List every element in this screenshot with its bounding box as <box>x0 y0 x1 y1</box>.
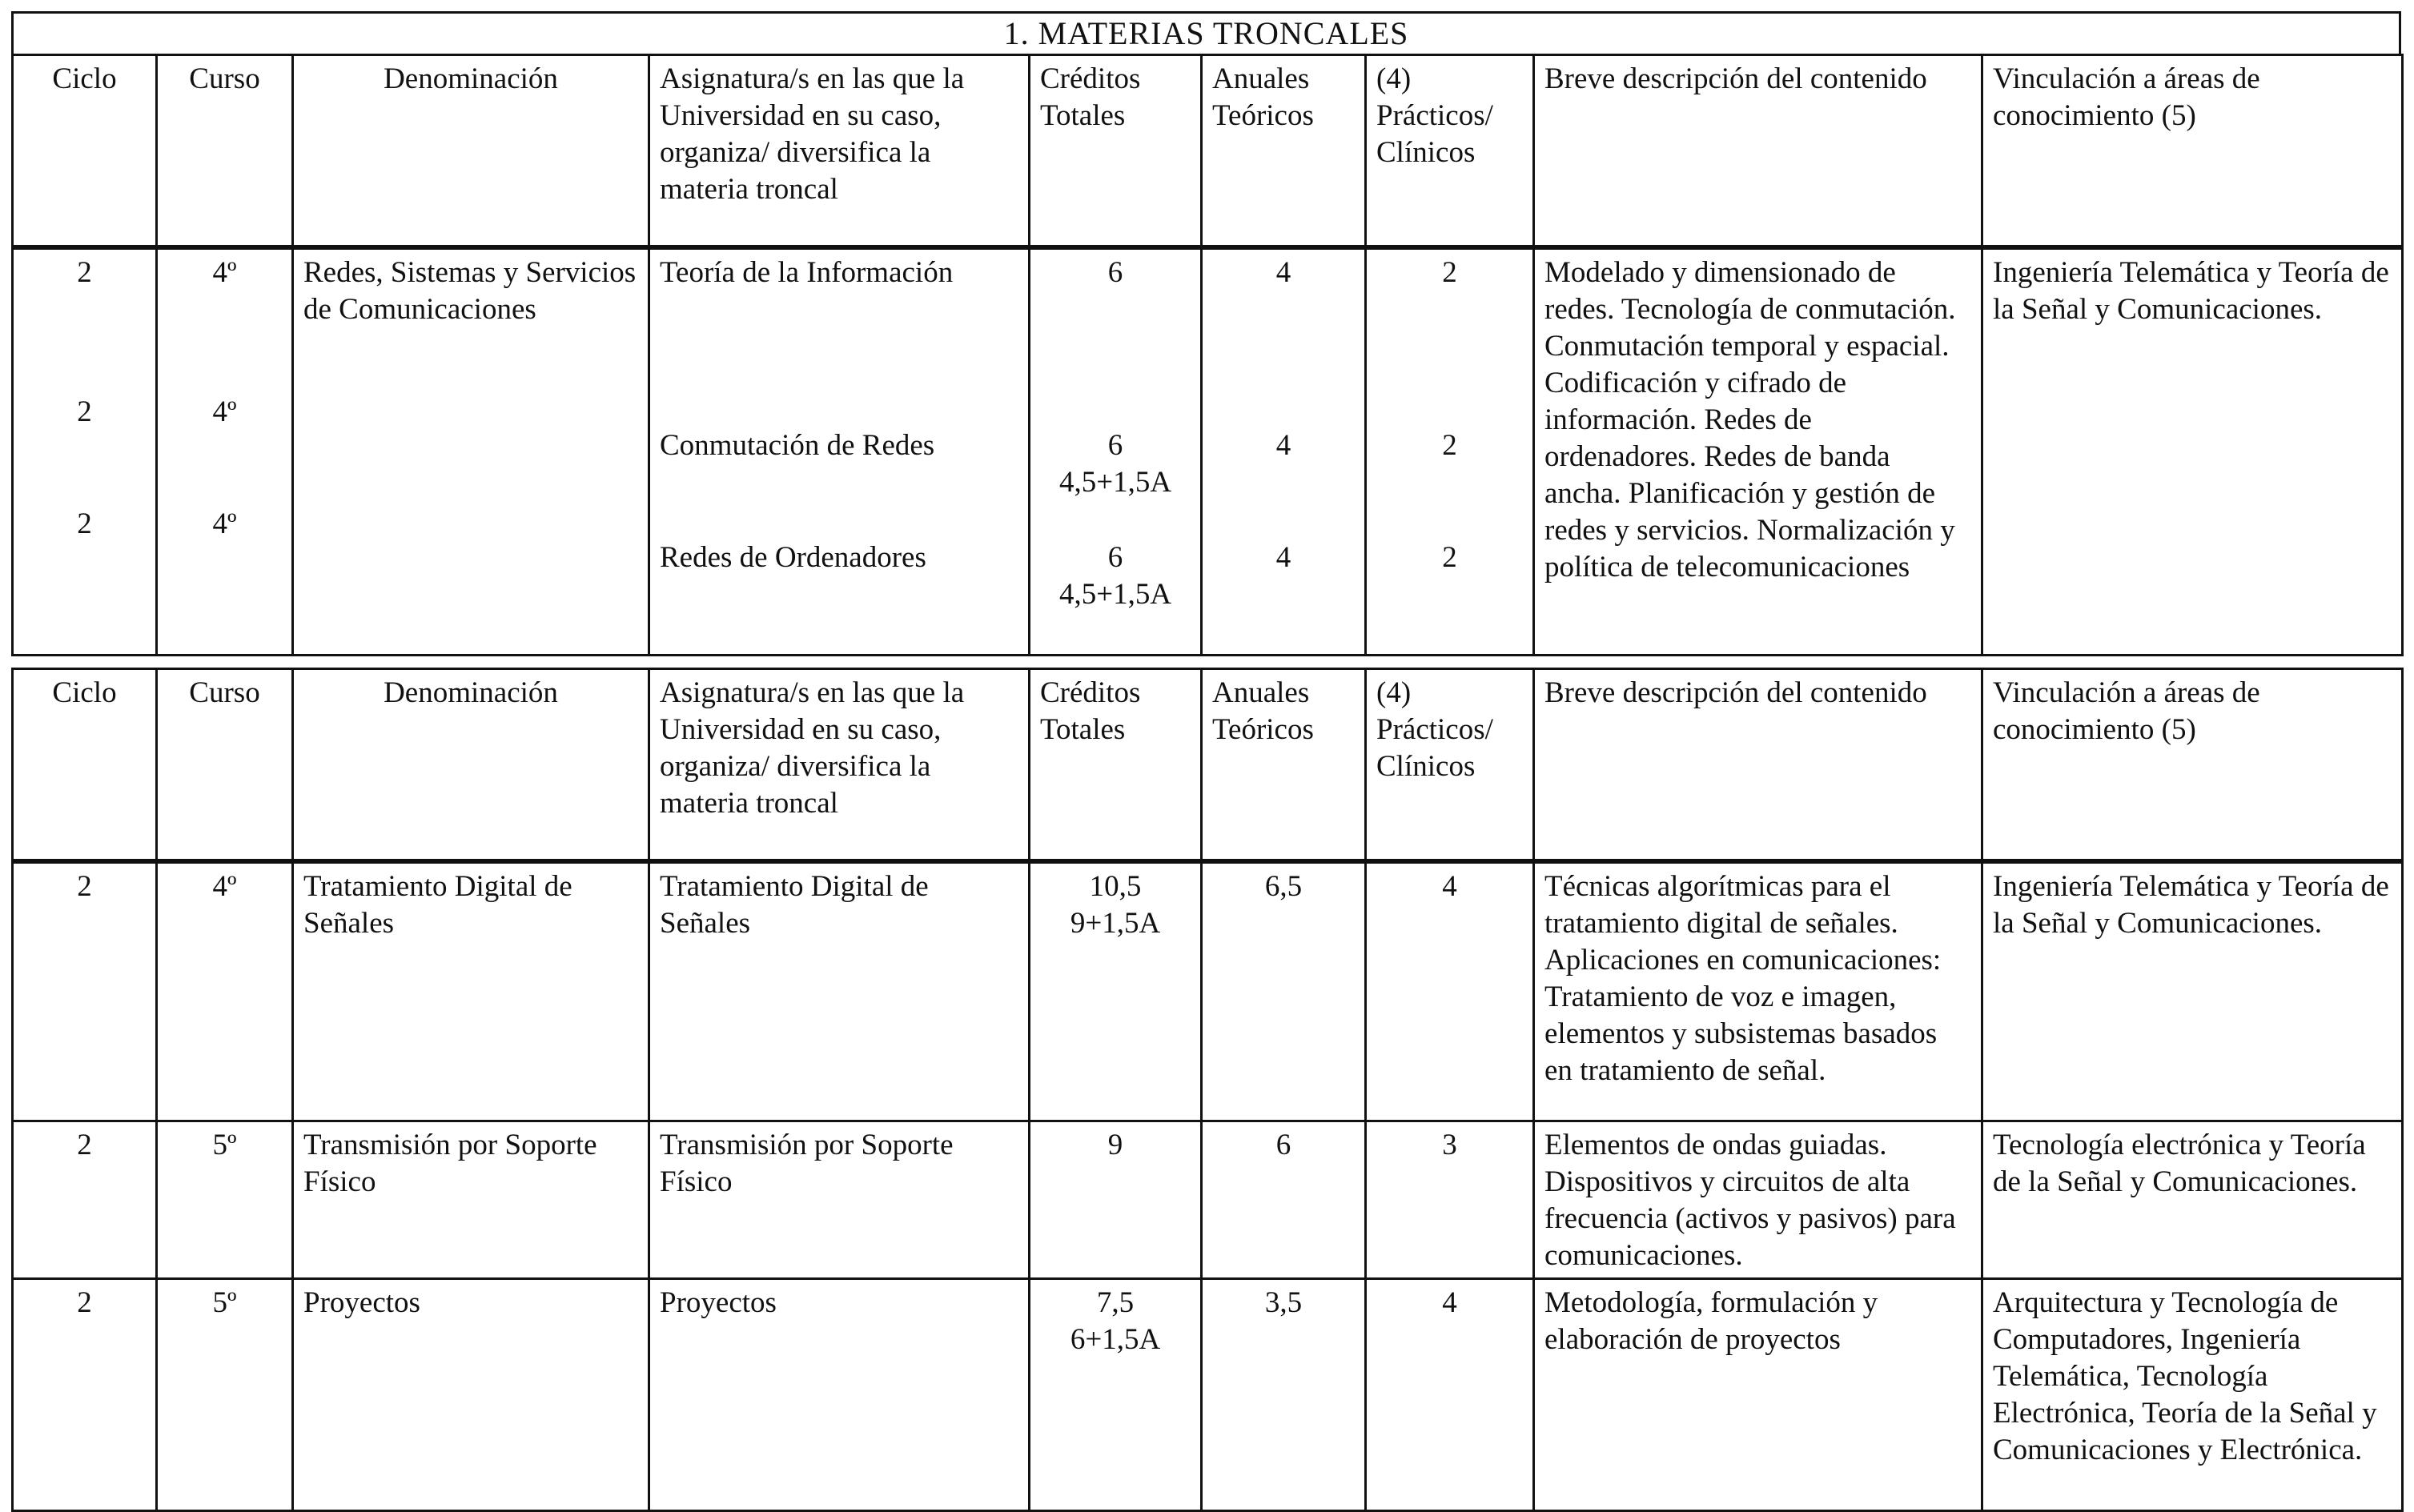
curso-value: 4º <box>212 395 237 428</box>
col-descripcion: Breve descripción del contenido <box>1534 669 1982 861</box>
curso-value: 4º <box>212 507 237 540</box>
asignatura-value: Teoría de la Información <box>660 255 954 289</box>
table-row <box>13 1279 2403 1511</box>
col-vinculacion: Vinculación a áreas de conocimiento (5) <box>1982 55 2403 247</box>
col-anuales: Anuales Teóricos <box>1202 55 1366 247</box>
ciclo-cell: 2 <box>13 1279 157 1511</box>
descripcion-cell: Técnicas algorítmicas para el tratamiento digital de señales. Aplicaciones en comunicaciones: Tratamiento de voz e imagen, elementos y subsistemas basados en tratamiento de señal. <box>1534 861 1982 1121</box>
asignatura-cell: Transmisión por Soporte Físico <box>649 1121 1030 1279</box>
creditos-value: 7,5 <box>1096 1286 1135 1319</box>
col-ciclo: Ciclo <box>13 669 157 861</box>
denominacion-cell: Proyectos <box>293 1279 649 1511</box>
ciclo-value: 2 <box>77 395 92 428</box>
descripcion-cell: Metodología, formulación y elaboración de proyectos <box>1534 1279 1982 1511</box>
creditos-value: 6 <box>1107 428 1123 462</box>
col-asignatura: Asignatura/s en las que la Universidad en su caso, organiza/ diversifica la materia troncal <box>649 55 1030 247</box>
creditos-sub-value: 4,5+1,5A <box>1058 577 1172 611</box>
creditos-cell <box>1030 861 1202 1121</box>
curso-value: 4º <box>212 255 237 289</box>
creditos-value: 10,5 <box>1089 869 1142 903</box>
anuales-value: 4 <box>1275 540 1291 574</box>
creditos-sub-value: 9+1,5A <box>1070 906 1161 940</box>
col-asignatura: Asignatura/s en las que la Universidad en su caso, organiza/ diversifica la materia troncal <box>649 669 1030 861</box>
practicos-value: 2 <box>1442 255 1457 289</box>
col-vinculacion: Vinculación a áreas de conocimiento (5) <box>1982 669 2403 861</box>
table-row <box>13 247 2403 656</box>
ciclo-cell <box>13 247 157 656</box>
curso-cell: 4º <box>157 861 293 1121</box>
creditos-value: 9 <box>1107 1129 1123 1161</box>
practicos-cell <box>1366 247 1534 656</box>
anuales-cell <box>1202 247 1366 656</box>
anuales-value: 4 <box>1275 255 1291 289</box>
creditos-sub-value: 4,5+1,5A <box>1058 465 1172 499</box>
col-practicos: (4) Prácticos/ Clínicos <box>1366 669 1534 861</box>
col-creditos: Créditos Totales <box>1030 55 1202 247</box>
col-ciclo: Ciclo <box>13 55 157 247</box>
practicos-cell: 4 <box>1366 861 1534 1121</box>
ciclo-cell: 2 <box>13 861 157 1121</box>
creditos-cell <box>1030 247 1202 656</box>
denominacion-cell: Redes, Sistemas y Servicios de Comunicaciones <box>293 247 649 656</box>
vinculacion-cell: Ingeniería Telemática y Teoría de la Señal y Comunicaciones. <box>1982 861 2403 1121</box>
asignatura-cell: Proyectos <box>649 1279 1030 1511</box>
anuales-cell: 6,5 <box>1202 861 1366 1121</box>
col-denominacion: Denominación <box>293 669 649 861</box>
col-creditos: Créditos Totales <box>1030 669 1202 861</box>
creditos-sub-value: 6+1,5A <box>1070 1323 1161 1356</box>
creditos-cell <box>1030 1279 1202 1511</box>
table-row <box>13 861 2403 1121</box>
vinculacion-cell: Arquitectura y Tecnología de Computadores, Ingeniería Telemática, Tecnología Electrónica, Teoría de la Señal y Comunicaciones y Electrónica. <box>1982 1279 2403 1511</box>
asignatura-cell <box>649 247 1030 656</box>
section-title: 1. MATERIAS TRONCALES <box>11 11 2401 54</box>
vinculacion-cell: Tecnología electrónica y Teoría de la Señal y Comunicaciones. <box>1982 1121 2403 1279</box>
practicos-cell: 3 <box>1366 1121 1534 1279</box>
ciclo-value: 2 <box>77 255 92 289</box>
anuales-cell: 6 <box>1202 1121 1366 1279</box>
col-anuales: Anuales Teóricos <box>1202 669 1366 861</box>
table-block-a <box>11 54 2404 656</box>
col-denominacion: Denominación <box>293 55 649 247</box>
header-row-b <box>13 669 2403 861</box>
col-curso: Curso <box>157 669 293 861</box>
descripcion-cell: Elementos de ondas guiadas. Dispositivos y circuitos de alta frecuencia (activos y pasivos) para comunicaciones. <box>1534 1121 1982 1279</box>
anuales-value: 4 <box>1275 428 1291 462</box>
table-block-b <box>11 668 2404 1512</box>
descripcion-cell: Modelado y dimensionado de redes. Tecnología de conmutación. Conmutación temporal y espacial. Codificación y cifrado de información. Redes de ordenadores. Redes de banda ancha. Planificación y gestión de redes y servicios. Normalización y política de telecomunicaciones <box>1534 247 1982 656</box>
asignatura-value: Conmutación de Redes <box>660 428 935 462</box>
col-curso: Curso <box>157 55 293 247</box>
asignatura-value: Redes de Ordenadores <box>660 540 926 574</box>
creditos-value: 6 <box>1107 540 1123 574</box>
creditos-cell <box>1030 1121 1202 1279</box>
col-practicos: (4) Prácticos/ Clínicos <box>1366 55 1534 247</box>
creditos-value: 6 <box>1107 255 1123 289</box>
document-page <box>11 11 2401 1512</box>
practicos-value: 2 <box>1442 428 1457 462</box>
header-row-a <box>13 55 2403 247</box>
col-descripcion: Breve descripción del contenido <box>1534 55 1982 247</box>
curso-cell: 5º <box>157 1279 293 1511</box>
vinculacion-cell: Ingeniería Telemática y Teoría de la Señal y Comunicaciones. <box>1982 247 2403 656</box>
asignatura-cell: Tratamiento Digital de Señales <box>649 861 1030 1121</box>
curso-cell <box>157 247 293 656</box>
ciclo-value: 2 <box>77 507 92 540</box>
anuales-cell: 3,5 <box>1202 1279 1366 1511</box>
table-row <box>13 1121 2403 1279</box>
denominacion-cell: Tratamiento Digital de Señales <box>293 861 649 1121</box>
ciclo-cell: 2 <box>13 1121 157 1279</box>
denominacion-cell: Transmisión por Soporte Físico <box>293 1121 649 1279</box>
practicos-value: 2 <box>1442 540 1457 574</box>
practicos-cell: 4 <box>1366 1279 1534 1511</box>
curso-cell: 5º <box>157 1121 293 1279</box>
